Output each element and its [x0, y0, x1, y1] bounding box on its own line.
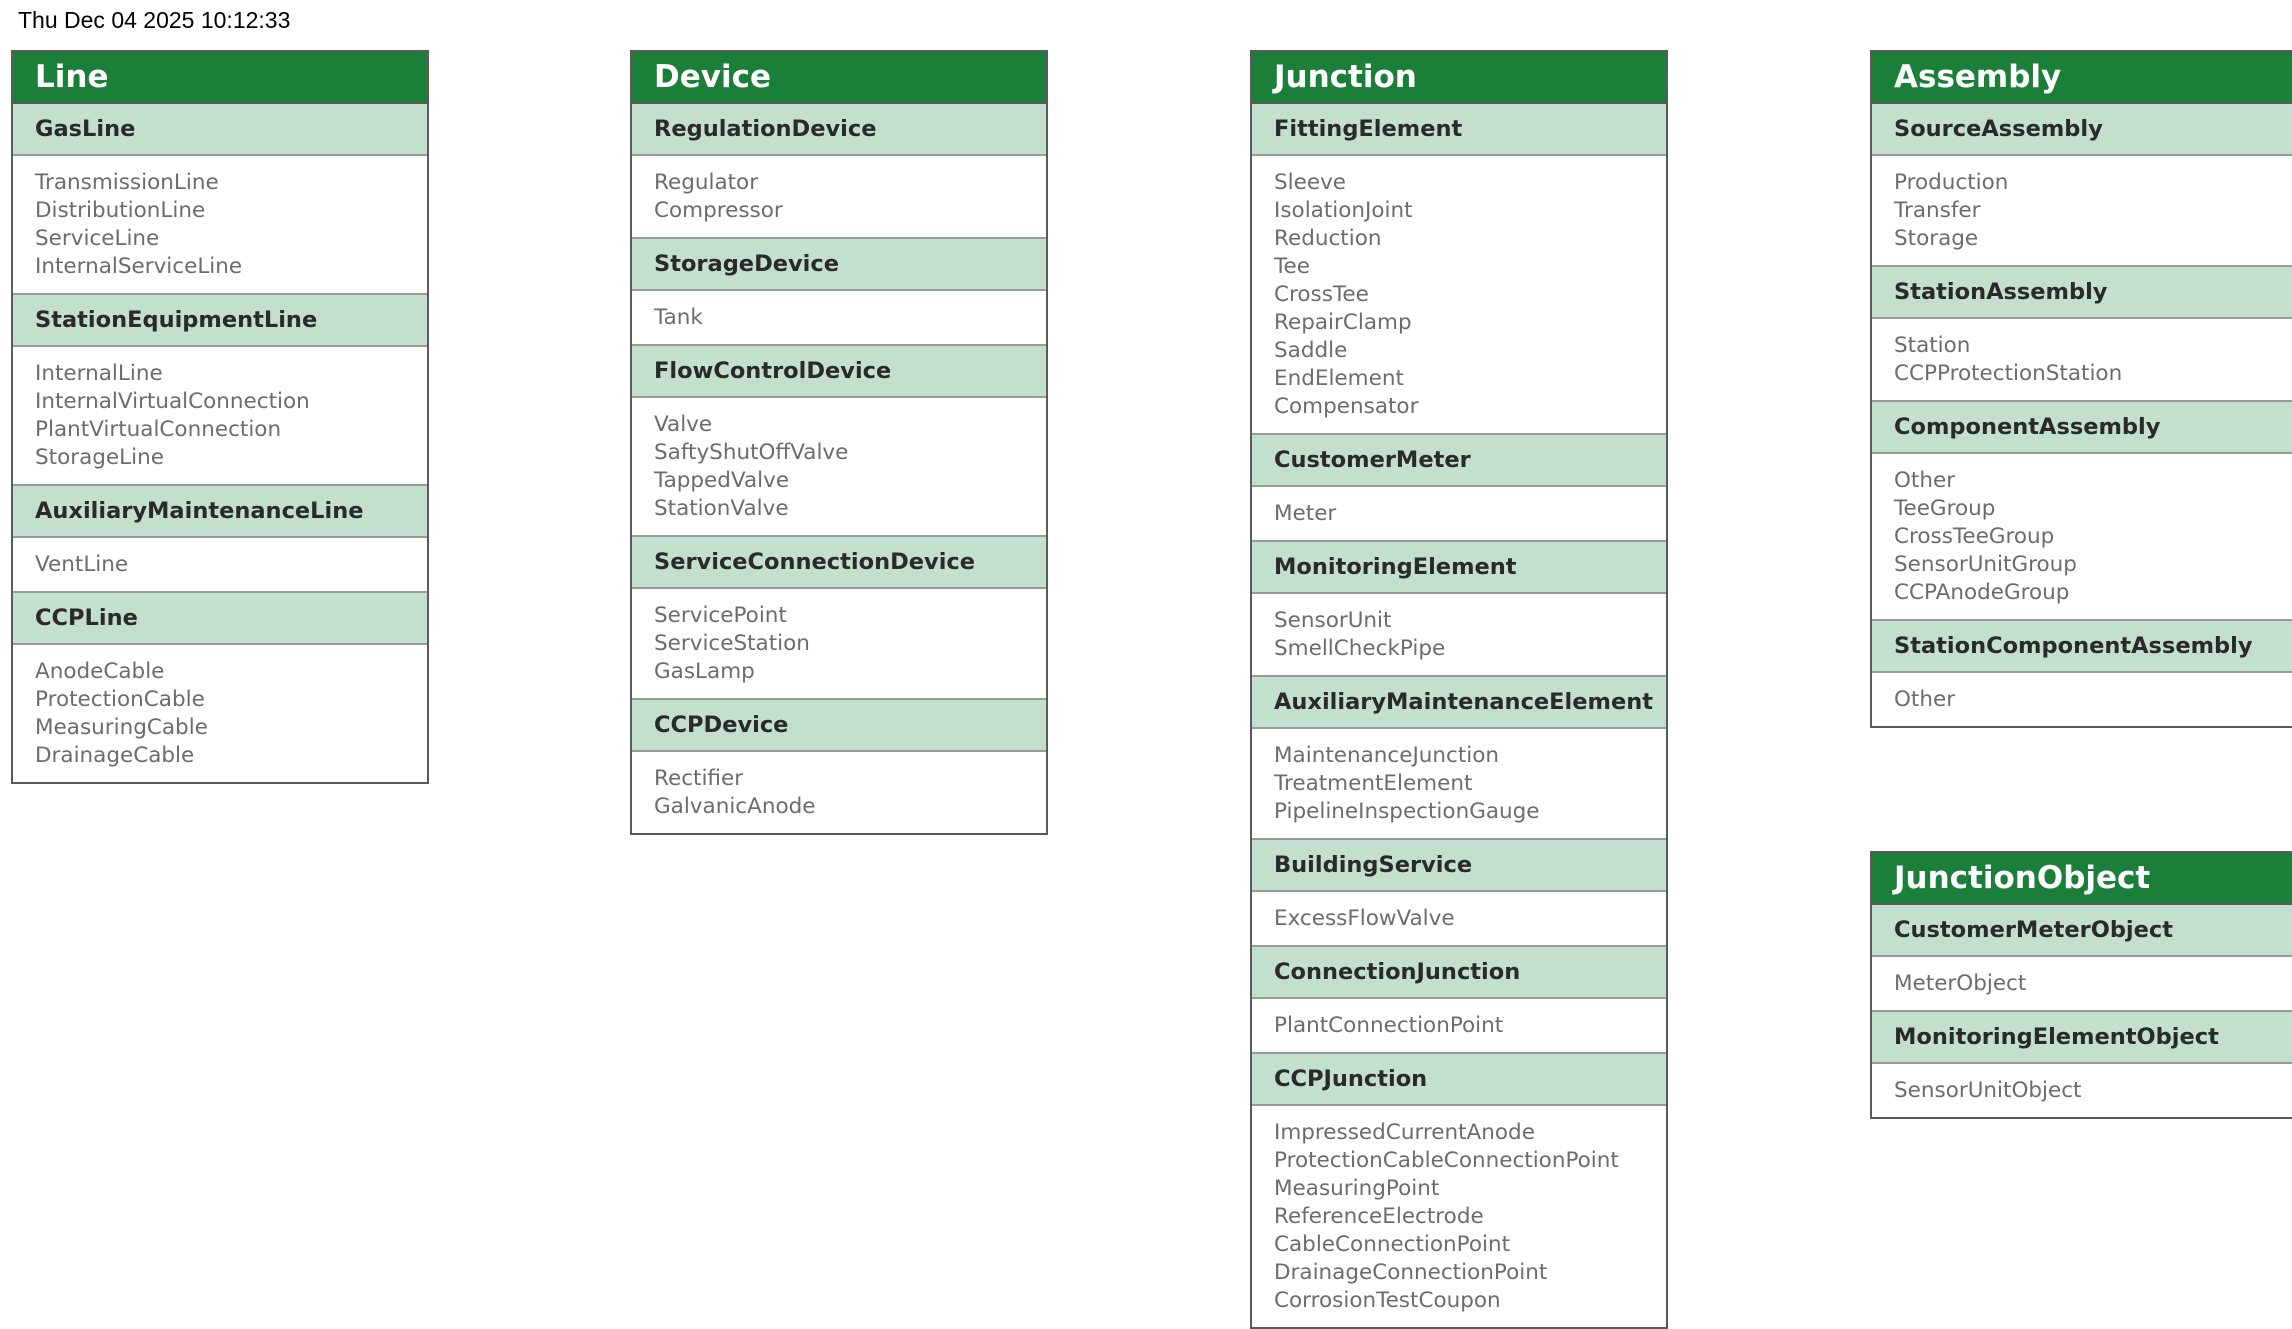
group-header: StationComponentAssembly	[1872, 621, 2292, 673]
group-items	[632, 291, 1046, 346]
timestamp: Thu Dec 04 2025 10:12:33	[18, 7, 291, 33]
list-item: ProtectionCable	[35, 687, 205, 712]
group-header: ComponentAssembly	[1872, 402, 2292, 454]
list-item: RepairClamp	[1274, 310, 1412, 335]
list-item: AnodeCable	[35, 659, 165, 684]
group-ccp-device	[632, 700, 1046, 833]
group-header: StationEquipmentLine	[13, 295, 427, 347]
list-item: CrossTee	[1274, 282, 1369, 307]
group-items	[1252, 487, 1666, 542]
group-items	[13, 347, 427, 486]
list-item: StorageLine	[35, 445, 164, 470]
list-item: ImpressedCurrentAnode	[1274, 1120, 1535, 1145]
group-items	[1872, 1064, 2292, 1117]
list-item: CableConnectionPoint	[1274, 1232, 1511, 1257]
group-building-service	[1252, 840, 1666, 947]
card-junction-object	[1870, 851, 2292, 1119]
group-gas-line	[13, 104, 427, 295]
list-item: PlantConnectionPoint	[1274, 1013, 1504, 1038]
group-header: CCPDevice	[632, 700, 1046, 752]
list-item: InternalLine	[35, 361, 163, 386]
list-item: SaftyShutOffValve	[654, 440, 849, 465]
list-item: IsolationJoint	[1274, 198, 1413, 223]
card-junction	[1250, 50, 1668, 1329]
group-header: CustomerMeterObject	[1872, 905, 2292, 957]
group-header: MonitoringElement	[1252, 542, 1666, 594]
group-header: CustomerMeter	[1252, 435, 1666, 487]
card-assembly	[1870, 50, 2292, 728]
group-header: FittingElement	[1252, 104, 1666, 156]
group-header: GasLine	[13, 104, 427, 156]
group-items	[632, 589, 1046, 700]
group-ccp-line	[13, 593, 427, 782]
group-storage-device	[632, 239, 1046, 346]
group-header: CCPJunction	[1252, 1054, 1666, 1106]
card-title: Assembly	[1872, 52, 2292, 104]
list-item: Other	[1894, 687, 1956, 712]
group-header: AuxiliaryMaintenanceLine	[13, 486, 427, 538]
list-item: SensorUnitGroup	[1894, 552, 2077, 577]
list-item: GalvanicAnode	[654, 794, 816, 819]
group-monitoring-element-object	[1872, 1012, 2292, 1117]
list-item: MeasuringPoint	[1274, 1176, 1440, 1201]
group-station-equipment-line	[13, 295, 427, 486]
group-items	[1252, 594, 1666, 677]
group-auxiliary-maintenance-line	[13, 486, 427, 593]
group-header: AuxiliaryMaintenanceElement	[1252, 677, 1666, 729]
group-header: FlowControlDevice	[632, 346, 1046, 398]
group-items	[13, 156, 427, 295]
list-item: Compensator	[1274, 394, 1419, 419]
group-regulation-device	[632, 104, 1046, 239]
list-item: SensorUnit	[1274, 608, 1392, 633]
list-item: MeterObject	[1894, 971, 2027, 996]
group-auxiliary-maintenance-element	[1252, 677, 1666, 840]
group-items	[1252, 1106, 1666, 1327]
list-item: Tee	[1274, 254, 1310, 279]
list-item: MeasuringCable	[35, 715, 208, 740]
list-item: DrainageCable	[35, 743, 195, 768]
list-item: TransmissionLine	[35, 170, 219, 195]
card-line	[11, 50, 429, 784]
list-item: ExcessFlowValve	[1274, 906, 1455, 931]
group-customer-meter	[1252, 435, 1666, 542]
list-item: EndElement	[1274, 366, 1404, 391]
list-item: Tank	[654, 305, 703, 330]
group-header: MonitoringElementObject	[1872, 1012, 2292, 1064]
list-item: TappedValve	[654, 468, 790, 493]
group-items	[1252, 156, 1666, 435]
list-item: Compressor	[654, 198, 783, 223]
group-items	[1872, 319, 2292, 402]
list-item: SmellCheckPipe	[1274, 636, 1446, 661]
list-item: TreatmentElement	[1274, 771, 1473, 796]
list-item: DistributionLine	[35, 198, 206, 223]
list-item: CorrosionTestCoupon	[1274, 1288, 1501, 1313]
card-title: JunctionObject	[1872, 853, 2292, 905]
list-item: CCPProtectionStation	[1894, 361, 2123, 386]
group-items	[1872, 957, 2292, 1012]
group-items	[1252, 892, 1666, 947]
group-service-connection-device	[632, 537, 1046, 700]
group-items	[1872, 156, 2292, 267]
group-header: StorageDevice	[632, 239, 1046, 291]
list-item: Other	[1894, 468, 1956, 493]
group-header: RegulationDevice	[632, 104, 1046, 156]
list-item: InternalServiceLine	[35, 254, 243, 279]
group-items	[632, 156, 1046, 239]
list-item: Transfer	[1894, 198, 1981, 223]
group-items	[13, 645, 427, 782]
list-item: Valve	[654, 412, 713, 437]
card-title: Junction	[1252, 52, 1666, 104]
group-flow-control-device	[632, 346, 1046, 537]
list-item: Station	[1894, 333, 1971, 358]
group-station-component-assembly	[1872, 621, 2292, 726]
list-item: CrossTeeGroup	[1894, 524, 2055, 549]
list-item: Storage	[1894, 226, 1979, 251]
group-items	[1872, 673, 2292, 726]
card-device	[630, 50, 1048, 835]
list-item: Regulator	[654, 170, 759, 195]
card-title: Line	[13, 52, 427, 104]
list-item: ProtectionCableConnectionPoint	[1274, 1148, 1619, 1173]
group-connection-junction	[1252, 947, 1666, 1054]
group-source-assembly	[1872, 104, 2292, 267]
group-component-assembly	[1872, 402, 2292, 621]
card-title: Device	[632, 52, 1046, 104]
group-items	[632, 398, 1046, 537]
list-item: PlantVirtualConnection	[35, 417, 282, 442]
list-item: Sleeve	[1274, 170, 1347, 195]
group-items	[632, 752, 1046, 833]
list-item: Reduction	[1274, 226, 1382, 251]
group-header: CCPLine	[13, 593, 427, 645]
group-header: ConnectionJunction	[1252, 947, 1666, 999]
list-item: StationValve	[654, 496, 789, 521]
list-item: Production	[1894, 170, 2009, 195]
list-item: InternalVirtualConnection	[35, 389, 310, 414]
list-item: VentLine	[35, 552, 129, 577]
list-item: MaintenanceJunction	[1274, 743, 1500, 768]
list-item: TeeGroup	[1894, 496, 1996, 521]
list-item: SensorUnitObject	[1894, 1078, 2082, 1103]
list-item: Saddle	[1274, 338, 1348, 363]
group-monitoring-element	[1252, 542, 1666, 677]
group-items	[1872, 454, 2292, 621]
group-items	[1252, 999, 1666, 1054]
group-ccp-junction	[1252, 1054, 1666, 1327]
list-item: DrainageConnectionPoint	[1274, 1260, 1548, 1285]
list-item: GasLamp	[654, 659, 755, 684]
group-header: ServiceConnectionDevice	[632, 537, 1046, 589]
list-item: CCPAnodeGroup	[1894, 580, 2070, 605]
list-item: PipelineInspectionGauge	[1274, 799, 1540, 824]
list-item: Meter	[1274, 501, 1337, 526]
list-item: Rectifier	[654, 766, 744, 791]
list-item: ServicePoint	[654, 603, 787, 628]
group-header: StationAssembly	[1872, 267, 2292, 319]
group-fitting-element	[1252, 104, 1666, 435]
group-header: BuildingService	[1252, 840, 1666, 892]
group-header: SourceAssembly	[1872, 104, 2292, 156]
list-item: ServiceLine	[35, 226, 160, 251]
list-item: ServiceStation	[654, 631, 810, 656]
group-items	[1252, 729, 1666, 840]
group-customer-meter-object	[1872, 905, 2292, 1012]
list-item: ReferenceElectrode	[1274, 1204, 1484, 1229]
group-station-assembly	[1872, 267, 2292, 402]
group-items	[13, 538, 427, 593]
